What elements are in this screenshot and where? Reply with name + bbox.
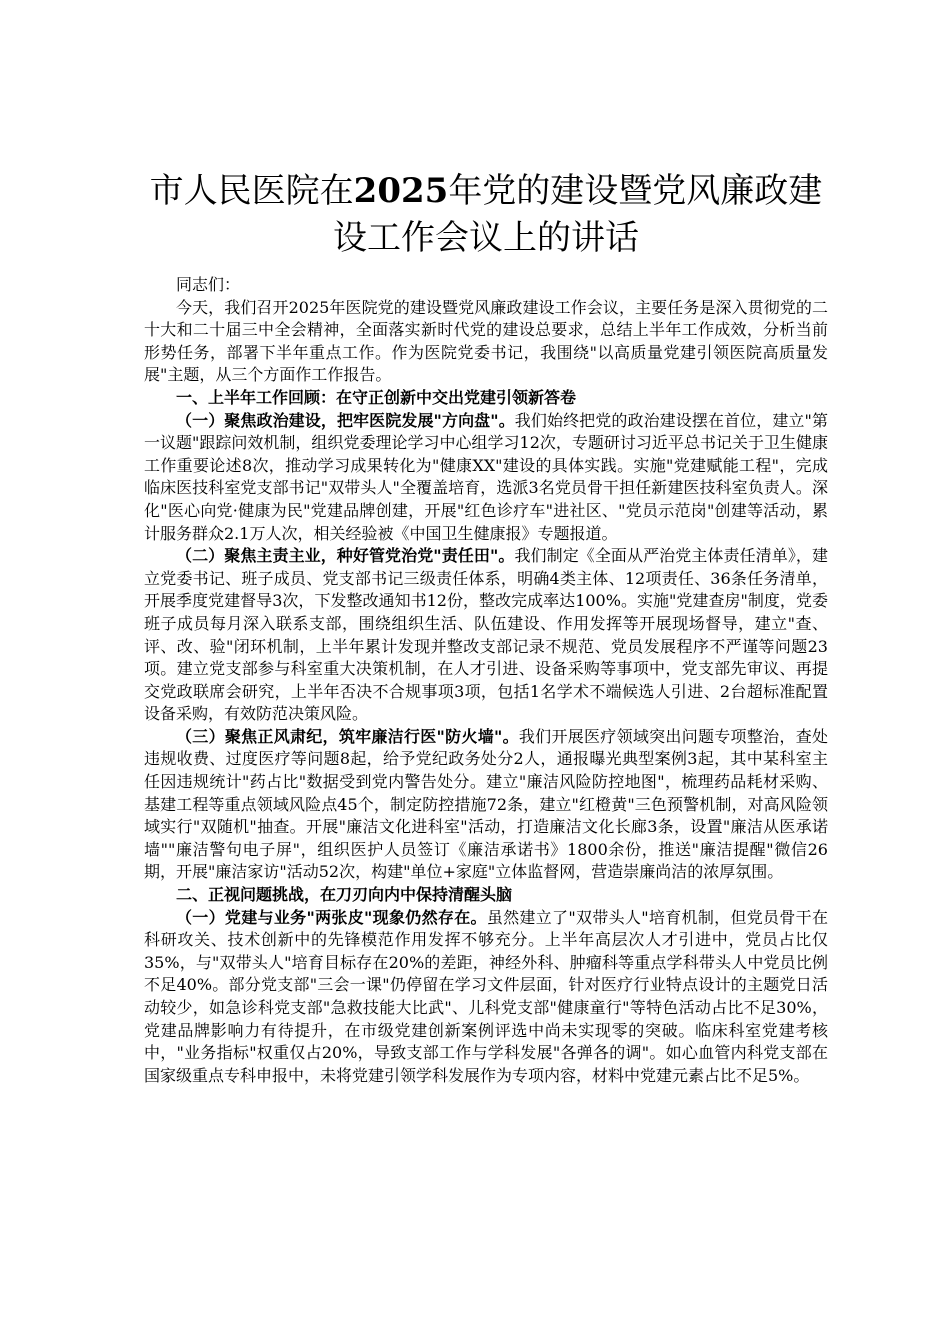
item-lead: （三）聚焦正风肃纪，筑牢廉洁行医"防火墙"。 [176,726,519,746]
item-text: 虽然建立了"双带头人"培育机制，但党员骨干在科研攻关、技术创新中的先锋模范作用发挥不够充分。上半年高层次人才引进中，党员占比仅35%，与"双带头人"培育目标存在20%的差距，神经外科、肿瘤科等重点学科带头人中党员比例不足40%。部分党支部"三会一课"仍停留在学习文件层面，针对医疗行业特点设计的主题党日活动较少，如急诊科党支部"急救技能大比武"、儿科党支部"健康童行"等特色活动占比不足30%，党建品牌影响力有待提升，在市级党建创新案例评选中尚未实现零的突破。临床科室党建考核中，"业务指标"权重仅占20%，导致支部工作与学科发展"各弹各的调"。如心血管内科党支部在国家级重点专科申报中，未将党建引领学科发展作为专项内容，材料中党建元素占比不足5%。 [144,907,828,1085]
item-lead: （二）聚焦主责主业，种好管党治党"责任田"。 [176,546,515,566]
section-2-heading: 二、正视问题挑战，在刀刃向内中保持清醒头脑 [176,885,513,905]
item-lead: （一）聚焦政治建设，把牢医院发展"方向盘"。 [176,410,515,430]
document-body [144,274,828,1087]
title-part-1: 市人民医院在 [149,171,354,211]
salutation: 同志们： [176,275,241,294]
section-2-item-1 [144,907,828,1088]
document-page [144,168,828,1087]
section-1-item-3 [144,726,828,884]
section-1-item-2 [144,545,828,726]
item-lead: （一）党建与业务"两张皮"现象仍然存在。 [176,907,487,927]
intro-paragraph: 今天，我们召开2025年医院党的建设暨党风廉政建设工作会议，主要任务是深入贯彻党的二十大和二十届三中全会精神，全面落实新时代党的建设总要求，总结上半年工作成效，分析当前形势任务，部署下半年重点工作。作为医院党委书记，我围绕"以高质量党建引领医院高质量发展"主题，从三个方面作工作报告。 [144,297,828,385]
section-1-heading: 一、上半年工作回顾：在守正创新中交出党建引领新答卷 [176,387,577,407]
item-text: 我们始终把党的政治建设摆在首位，建立"第一议题"跟踪问效机制，组织党委理论学习中心组学习12次，专题研讨习近平总书记关于卫生健康工作重要论述8次，推动学习成果转化为"健康XX"建设的具体实践。实施"党建赋能工程"，完成临床医技科室党支部书记"双带头人"全覆盖培育，选派3名党员骨干担任新建医技科室负责人。深化"医心向党·健康为民"党建品牌创建，开展"红色诊疗车"进社区、"党员示范岗"创建等活动，累计服务群众2.1万人次，相关经验被《中国卫生健康报》专题报道。 [144,410,828,543]
page-title [144,168,828,262]
item-text: 我们制定《全面从严治党主体责任清单》，建立党委书记、班子成员、党支部书记三级责任体系，明确4类主体、12项责任、36条任务清单，开展季度党建督导3次，下发整改通知书12份，整改完成率达100%。实施"党建查房"制度，党委班子成员每月深入联系支部，围绕组织生活、队伍建设、作用发挥等开展现场督导，建立"查、评、改、验"闭环机制，上半年累计发现并整改支部记录不规范、党员发展程序不严谨等问题23项。建立党支部参与科室重大决策机制，在人才引进、设备采购等事项中，党支部先审议、再提交党政联席会研究，上半年否决不合规事项3项，包括1名学术不端候选人引进、2台超标准配置设备采购，有效防范决策风险。 [144,546,828,724]
title-year: 2025 [353,171,449,211]
item-text: 我们开展医疗领域突出问题专项整治，查处违规收费、过度医疗等问题8起，给予党纪政务处分2人，通报曝光典型案例3起，其中某科室主任因违规统计"药占比"数据受到党内警告处分。建立"廉洁风险防控地图"，梳理药品耗材采购、基建工程等重点领域风险点45个，制定防控措施72条，建立"红橙黄"三色预警机制，对高风险领域实行"双随机"抽查。开展"廉洁文化进科室"活动，打造廉洁文化长廊3条，设置"廉洁从医承诺墙""廉洁警句电子屏"，组织医护人员签订《廉洁承诺书》1800余份，推送"廉洁提醒"微信26期，开展"廉洁家访"活动52次，构建"单位+家庭"立体监督网，营造崇廉尚洁的浓厚氛围。 [144,726,828,882]
section-1-item-1 [144,410,828,546]
title-part-2: 年党的建设暨党风廉政建设工作会议上的讲话 [333,171,823,258]
